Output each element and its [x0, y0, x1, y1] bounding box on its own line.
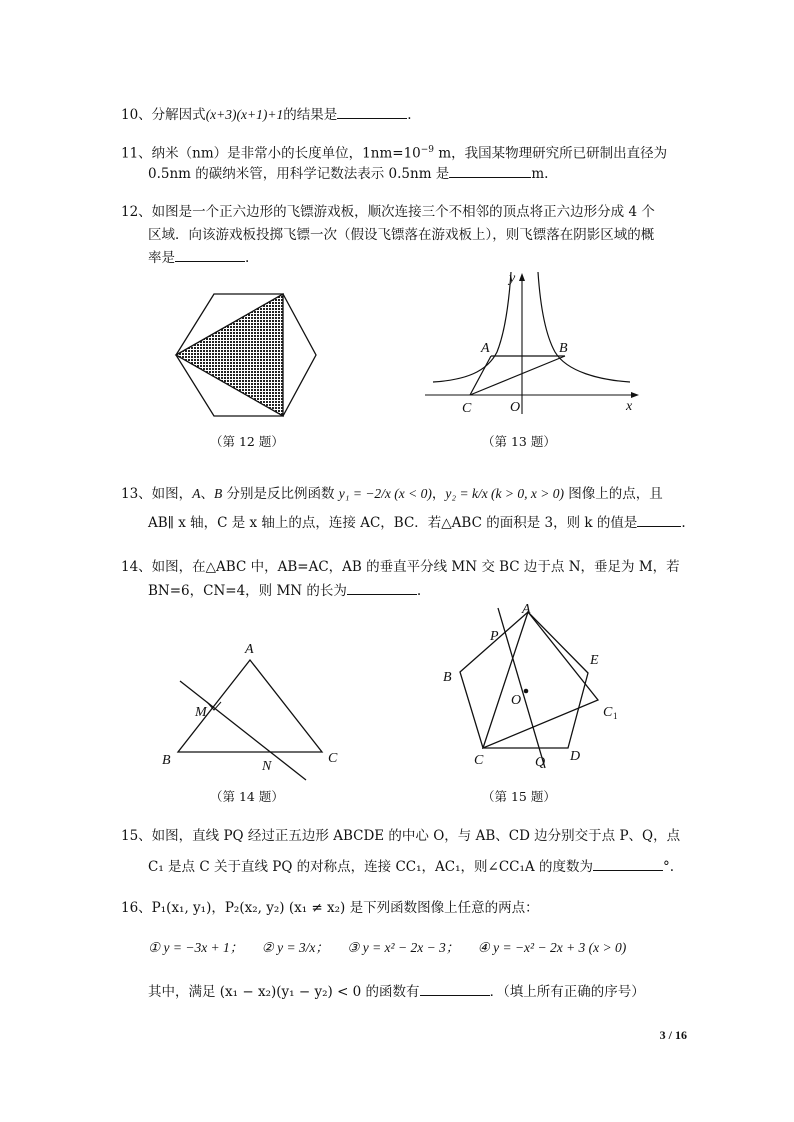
figure-13-graph — [425, 262, 650, 420]
label-c: C — [474, 753, 484, 768]
shaded-triangle — [176, 294, 283, 416]
q16-answer-blank[interactable] — [420, 981, 490, 996]
q11-line1-a: 11、纳米（nm）是非常小的长度单位，1nm=10 — [121, 145, 421, 162]
q14-answer-blank[interactable] — [347, 580, 417, 595]
q13-sep2: ， — [431, 486, 446, 502]
q13-point-a: A — [192, 486, 201, 501]
q10-suffix: 的结果是 — [283, 107, 338, 123]
figure-13-caption: （第 13 题） — [482, 434, 556, 449]
figure-14-triangle — [158, 636, 348, 781]
label-a: A — [522, 602, 531, 617]
q16-line3-a: 其中，满足 (x₁ − x₂)(y₁ − y₂) < 0 的函数有 — [148, 984, 420, 1000]
q14-line2: BN=6，CN=4，则 MN 的长为 — [148, 583, 347, 599]
question-16-line1: 16、P₁(x₁, y₁)，P₂(x₂, y₂) (x₁ ≠ x₂) 是下列函数图像上任意的两点： — [121, 900, 539, 916]
label-c: C — [462, 401, 472, 416]
segment-ac — [470, 356, 491, 395]
q13-func-y1: y₁ = −2/x (x < 0) — [338, 486, 432, 501]
q13-point-b: B — [213, 486, 223, 501]
q10-answer-blank[interactable] — [337, 104, 407, 119]
label-p: P — [490, 629, 499, 644]
q10-expr: (x+3)(x+1)+1 — [205, 107, 284, 122]
figure-15-pentagon — [438, 600, 633, 775]
label-q: Q — [535, 755, 546, 770]
question-13-line2 — [148, 512, 686, 533]
q11-line1-b: m，我国某物理研究所已研制出直径为 — [434, 145, 668, 162]
x-axis-arrow — [631, 392, 639, 398]
label-e: E — [590, 653, 599, 668]
q13-end: . — [681, 515, 686, 531]
label-a: A — [481, 341, 490, 356]
label-c1: C — [603, 705, 613, 720]
q13-sep1: 、 — [200, 486, 214, 502]
q13-func-y2: y₂ = k/x (k > 0, x > 0) — [445, 486, 565, 501]
label-d: D — [570, 749, 581, 764]
y-axis-arrow — [519, 273, 525, 281]
question-14-line2 — [148, 580, 421, 601]
question-13-line1 — [121, 484, 663, 504]
label-b: B — [162, 753, 171, 768]
question-12-line3 — [148, 247, 249, 268]
label-o: O — [511, 693, 522, 708]
q13-tail: 图像上的点，且 — [564, 486, 663, 502]
q11-line2-end: m. — [531, 166, 549, 182]
question-12-line2: 区域．向该游戏板投掷飞镖一次（假设飞镖落在游戏板上），则飞镖落在阴影区域的概 — [148, 227, 655, 243]
q15-line2: C₁ 是点 C 关于直线 PQ 的对称点，连接 CC₁，AC₁，则∠CC₁A 的度数为 — [148, 859, 593, 875]
label-y: y — [509, 271, 516, 286]
label-m: M — [195, 705, 207, 720]
label-c1-sub: 1 — [613, 711, 618, 721]
q13-answer-blank[interactable] — [637, 512, 681, 527]
q12-line3: 率是 — [148, 250, 175, 266]
question-15-line1: 15、如图，直线 PQ 经过正五边形 ABCDE 的中心 O，与 AB、CD 边分别交于点 P、Q，点 — [121, 828, 681, 844]
q16-line3-b: ．（填上所有正确的序号） — [489, 984, 645, 1000]
question-15-line2 — [148, 856, 674, 877]
figure-12-hexagon — [170, 290, 320, 422]
reflected-segments — [483, 612, 598, 748]
q14-end: . — [416, 583, 422, 599]
question-16-line3 — [148, 981, 645, 1002]
question-16-options — [148, 938, 626, 958]
q13-line2: AB∥ x 轴，C 是 x 轴上的点，连接 AC，BC．若△ABC 的面积是 3，则 k 的值是 — [148, 515, 638, 531]
question-14-line1: 14、如图，在△ABC 中，AB=AC，AB 的垂直平分线 MN 交 BC 边于点 N，垂足为 M，若 — [121, 559, 680, 575]
q10-end: . — [407, 107, 412, 123]
q15-answer-blank[interactable] — [593, 856, 663, 871]
curve-right — [538, 272, 630, 382]
segment-bc — [470, 356, 565, 395]
label-b: B — [559, 341, 568, 356]
q11-exponent: −9 — [420, 145, 435, 155]
label-n: N — [262, 759, 272, 774]
q16-option-2: ② y = 3/x； — [261, 940, 329, 955]
q11-answer-blank[interactable] — [449, 163, 531, 178]
curve-left — [433, 272, 511, 382]
figure-15-caption: （第 15 题） — [482, 789, 556, 804]
page-number: 3 / 16 — [659, 1028, 687, 1042]
q13-prefix: 13、如图， — [121, 486, 193, 502]
q12-end: . — [245, 250, 250, 266]
question-12-line1: 12、如图是一个正六边形的飞镖游戏板，顺次连接三个不相邻的顶点将正六边形分成 4 个 — [121, 204, 655, 220]
label-x: x — [626, 399, 633, 414]
label-o: O — [510, 400, 521, 415]
q10-prefix: 10、分解因式 — [121, 107, 206, 123]
label-a: A — [245, 642, 254, 657]
question-10 — [121, 104, 412, 125]
figure-14-caption: （第 14 题） — [210, 789, 284, 804]
q13-text: 分别是反比例函数 — [222, 486, 339, 502]
q16-option-1: ① y = −3x + 1； — [148, 940, 244, 955]
pentagon-abcde — [460, 612, 588, 748]
q16-option-4: ④ y = −x² − 2x + 3 (x > 0) — [477, 940, 627, 955]
q12-answer-blank[interactable] — [175, 247, 245, 262]
q16-option-3: ③ y = x² − 2x − 3； — [347, 940, 460, 955]
q11-line2-a: 0.5nm 的碳纳米管，用科学记数法表示 0.5nm 是 — [148, 166, 450, 182]
question-11-line2 — [148, 163, 548, 184]
question-11-line1 — [121, 140, 667, 164]
label-b: B — [443, 670, 452, 685]
center-o — [524, 689, 529, 694]
q15-end: °. — [662, 859, 674, 875]
label-c: C — [328, 751, 338, 766]
bisector-mn — [180, 681, 306, 780]
figure-12-caption: （第 12 题） — [210, 434, 284, 449]
